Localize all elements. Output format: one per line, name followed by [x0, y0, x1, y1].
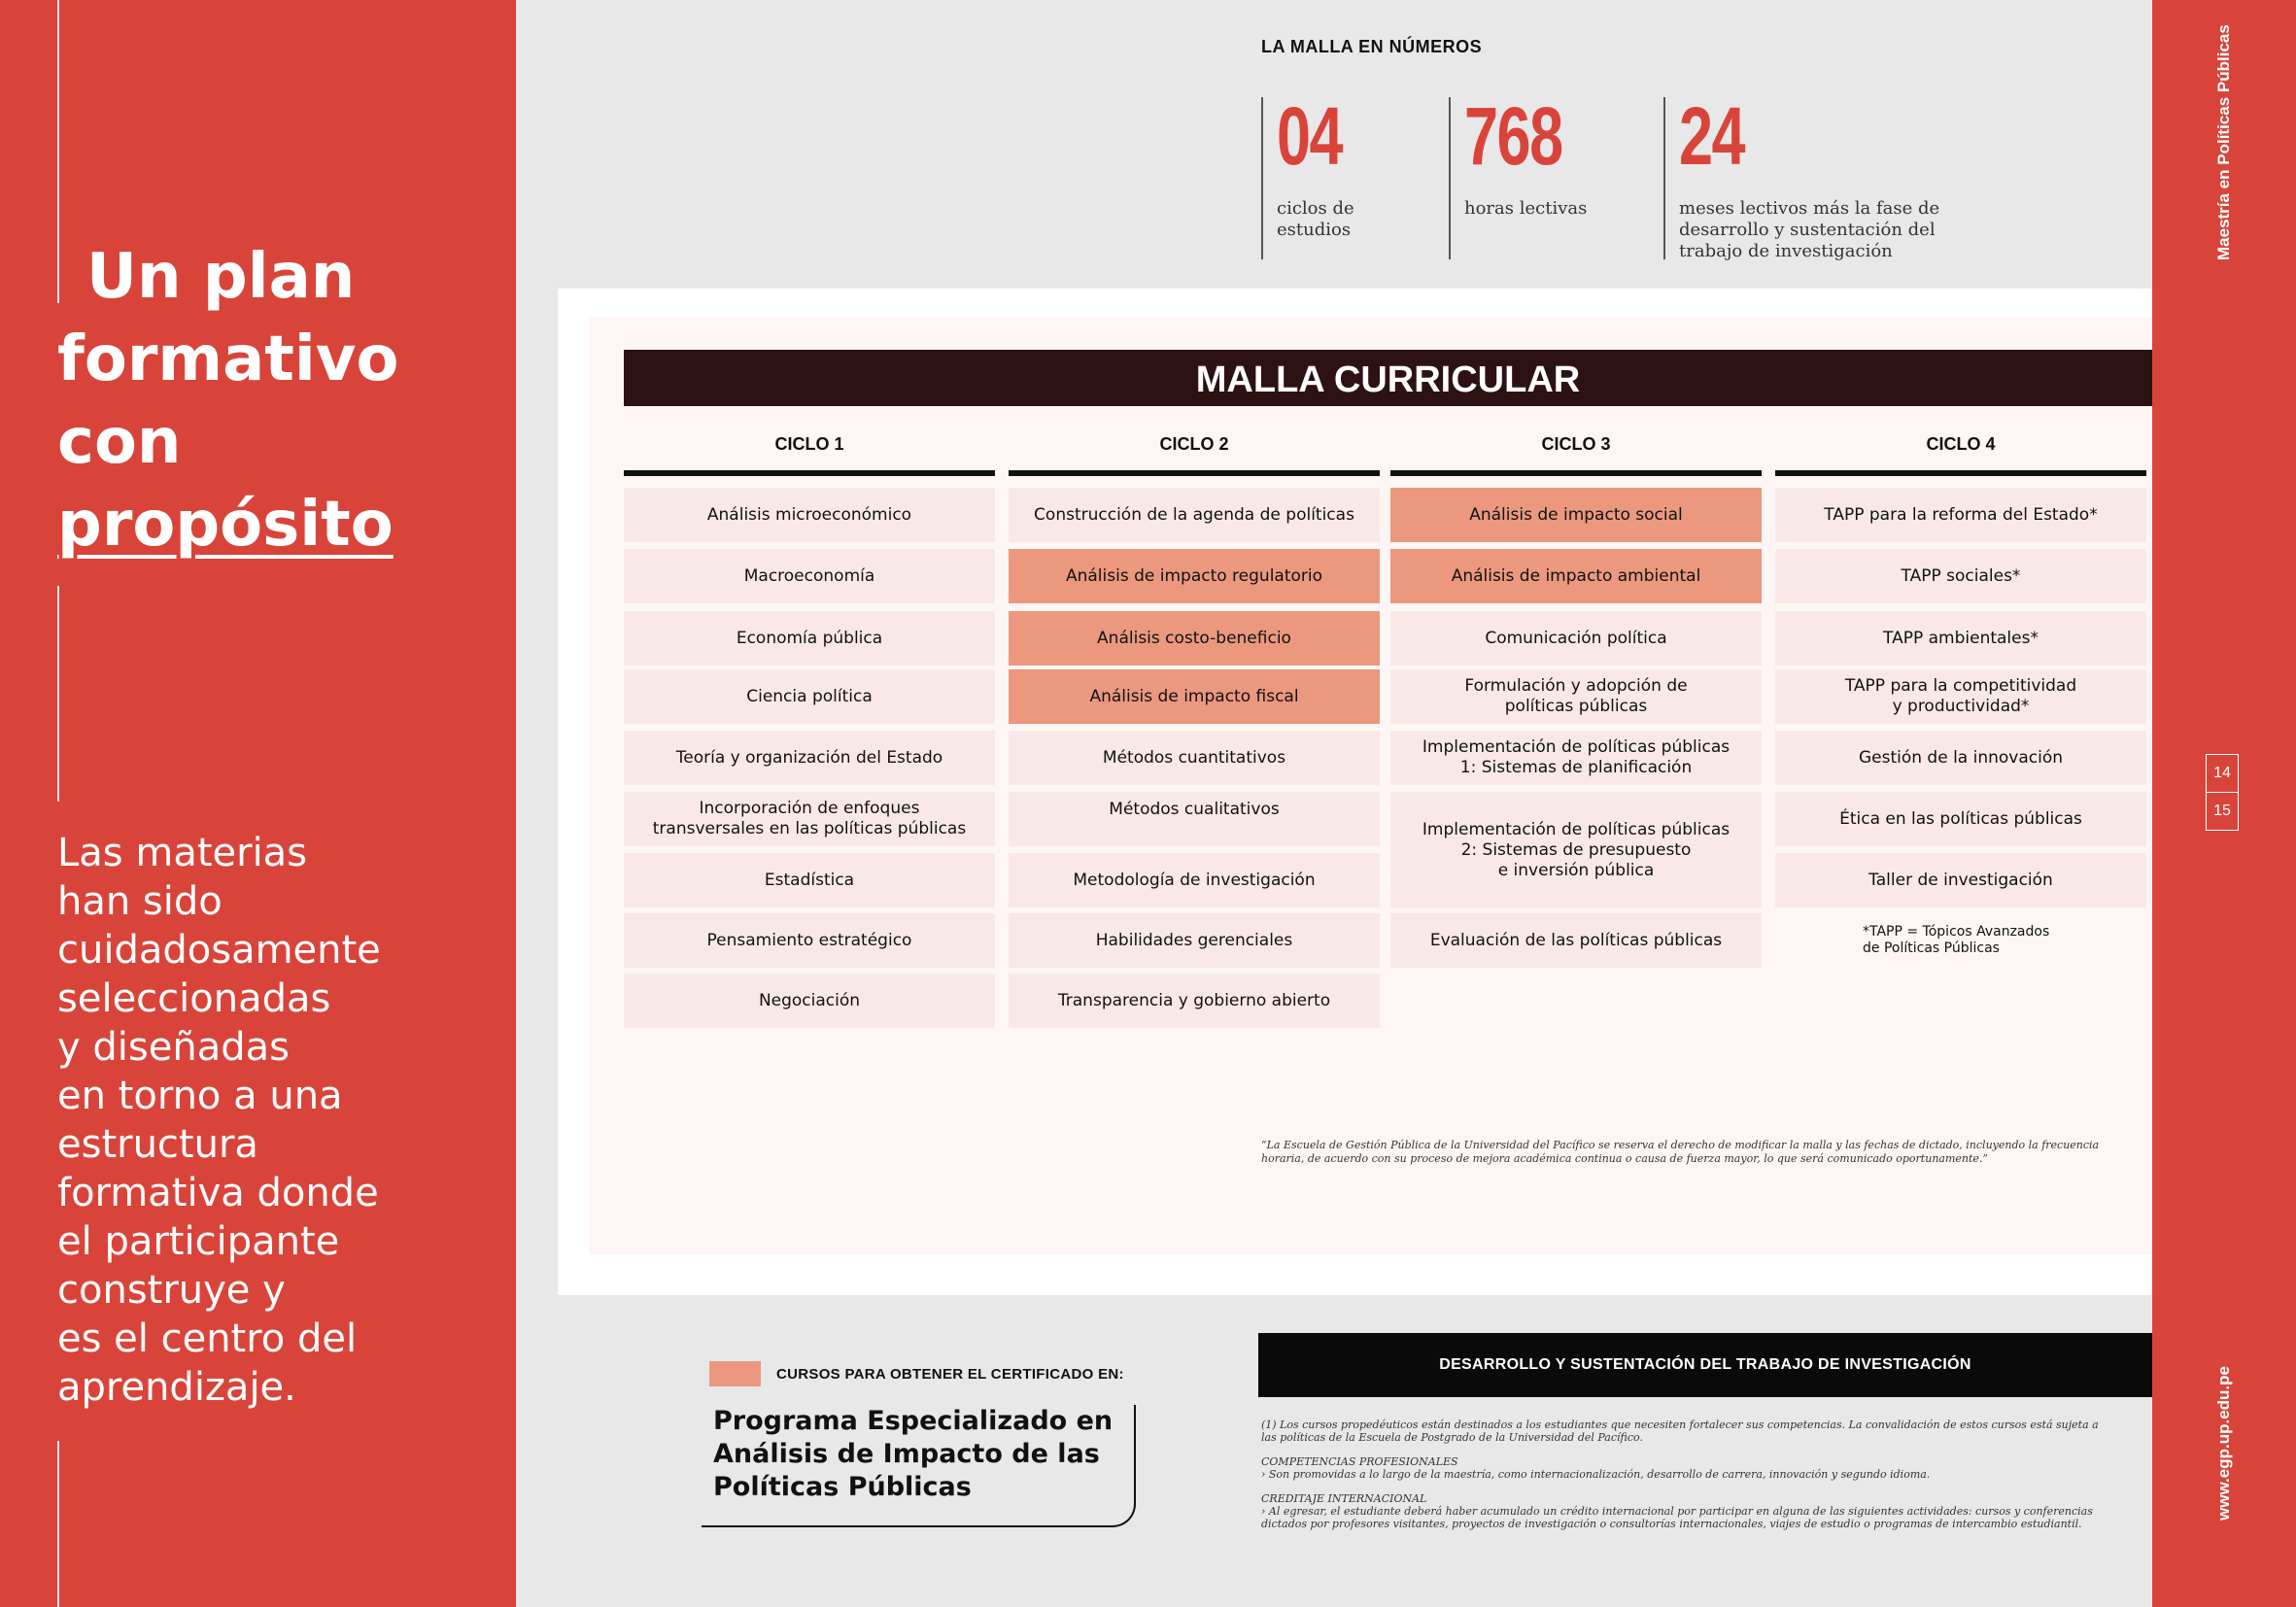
course-cell — [1009, 731, 1380, 785]
stat-caption: meses lectivos más la fase de desarrollo y sustentación del trabajo de investigación — [1679, 198, 1940, 261]
intro-line: construye y — [57, 1268, 286, 1313]
left-panel — [0, 0, 516, 1607]
stat-caption: horas lectivas — [1464, 198, 1588, 219]
course-cell — [1775, 488, 2146, 542]
intro-line: y diseñadas — [57, 1025, 290, 1070]
cycle-column — [1009, 427, 1380, 1030]
program-line: Análisis de Impacto de las — [713, 1439, 1100, 1469]
course-name: Construcción de la agenda de políticas — [1034, 504, 1354, 525]
intro-line: cuidadosamente — [57, 928, 381, 973]
headline-line: formativo — [57, 324, 399, 395]
legend-swatch — [709, 1361, 761, 1386]
course-name: Macroeconomía — [743, 565, 875, 586]
cycle-column — [624, 427, 995, 1030]
course-cell — [624, 731, 995, 785]
cycle-header: CICLO 3 — [1390, 427, 1762, 476]
course-cell — [624, 669, 995, 724]
intro-line: el participante — [57, 1219, 340, 1264]
notes — [1261, 1419, 2116, 1542]
course-cell — [1009, 974, 1380, 1028]
course-cell — [1390, 549, 1762, 603]
course-name: *TAPP = Tópicos Avanzados de Políticas Públicas — [1863, 924, 2050, 956]
certificate-program — [702, 1405, 1136, 1527]
cycle-header: CICLO 2 — [1009, 427, 1380, 476]
headline-line: propósito — [57, 489, 394, 561]
course-name: Métodos cuantitativos — [1102, 747, 1286, 768]
page-number: 15 — [2207, 792, 2238, 830]
course-cell — [1775, 669, 2146, 724]
course-cell — [1009, 853, 1380, 907]
course-cell — [1775, 549, 2146, 603]
course-name: Análisis de impacto ambiental — [1451, 565, 1701, 586]
competencias-text: › Son promovidas a lo largo de la maestría, como internacionalización, desarrollo de carrera, innovación y segundo idioma. — [1261, 1468, 1931, 1481]
intro-line: formativa donde — [57, 1171, 379, 1215]
creditaje-text: › Al egresar, el estudiante deberá haber acumulado un crédito internacional por participar en alguna de las siguientes actividades: cursos y conferencias dictados por profesores visitantes, proyectos de investigación o consultorías internacionales, viajes de estudio o programas de intercambio estudiantil. — [1261, 1505, 2093, 1530]
course-cell — [1009, 669, 1380, 724]
course-cell — [624, 974, 995, 1028]
course-name: Implementación de políticas públicas 1: Sistemas de planificación — [1422, 737, 1731, 777]
course-name: TAPP para la reforma del Estado* — [1824, 504, 2098, 525]
course-cell — [624, 853, 995, 907]
course-name: Ética en las políticas públicas — [1839, 808, 2082, 829]
course-name: Comunicación política — [1485, 628, 1667, 648]
decorative-line — [57, 1441, 59, 1607]
stat-block — [1663, 90, 1940, 261]
stat-block — [1449, 90, 1594, 259]
course-cell — [1009, 488, 1380, 542]
intro-text — [57, 829, 475, 1412]
course-name: Metodología de investigación — [1073, 870, 1316, 890]
competencias-title: COMPETENCIAS PROFESIONALES — [1261, 1455, 1458, 1468]
development-title: DESARROLLO Y SUSTENTACIÓN DEL TRABAJO DE INVESTIGACIÓN — [1258, 1333, 2152, 1397]
course-cell — [1775, 731, 2146, 785]
course-cell — [1775, 792, 2146, 846]
course-name: Habilidades gerenciales — [1095, 930, 1293, 950]
course-cell — [624, 488, 995, 542]
stat-value: 24 — [1679, 90, 1745, 182]
page-numbers — [2206, 754, 2239, 831]
course-cell — [1390, 669, 1762, 724]
headline-line: Un plan — [86, 241, 356, 313]
cycle-header: CICLO 4 — [1775, 427, 2146, 476]
headline-line: con — [57, 406, 182, 478]
course-name: Análisis de impacto regulatorio — [1065, 565, 1323, 586]
numbers-title: LA MALLA EN NÚMEROS — [1261, 37, 1483, 56]
course-name: Implementación de políticas públicas 2: Sistemas de presupuesto e inversión pública — [1422, 819, 1731, 880]
intro-line: Las materias — [57, 831, 308, 875]
course-name: Ciencia política — [746, 686, 873, 706]
course-cell — [1775, 853, 2146, 907]
course-name: Economía pública — [736, 628, 883, 648]
course-name: Gestión de la innovación — [1858, 747, 2064, 768]
course-name: Métodos cualitativos — [1109, 800, 1280, 819]
course-name: Transparencia y gobierno abierto — [1057, 990, 1331, 1010]
course-cell — [1009, 549, 1380, 603]
intro-line: han sido — [57, 879, 223, 924]
course-cell — [1390, 913, 1762, 968]
course-name: Negociación — [758, 990, 861, 1010]
course-name: TAPP ambientales* — [1883, 628, 2039, 648]
course-cell — [624, 549, 995, 603]
course-cell — [1390, 792, 1762, 908]
course-cell — [1009, 913, 1380, 968]
intro-line: es el centro del — [57, 1316, 358, 1361]
course-name: Evaluación de las políticas públicas — [1429, 930, 1723, 950]
malla-title: MALLA CURRICULAR — [624, 350, 2152, 406]
course-cell — [1390, 488, 1762, 542]
course-name: TAPP sociales* — [1901, 565, 2021, 586]
website-url-vertical: www.egp.up.edu.pe — [2214, 1366, 2233, 1521]
note-propedeuticos: (1) Los cursos propedéuticos están destinados a los estudiantes que necesiten fortalecer sus competencias. La convalidación de estos cursos está sujeta a las políticas de la Escuela de Postgrado de la Universidad del Pacífico. — [1261, 1419, 2099, 1444]
course-cell — [1009, 792, 1380, 846]
stat-caption: ciclos de estudios — [1277, 198, 1354, 240]
certificate-program-title — [713, 1405, 1113, 1504]
course-name: Taller de investigación — [1868, 870, 2053, 890]
course-cell — [1390, 611, 1762, 666]
course-name: Pensamiento estratégico — [706, 930, 912, 950]
disclaimer: “La Escuela de Gestión Pública de la Universidad del Pacífico se reserva el derecho de modificar la malla y las fechas de dictado, incluyendo la frecuencia horaria, de acuerdo con su proceso de mejora académica continua o causa de fuerza mayor, lo que será comunicado oportunamente.” — [1261, 1139, 2100, 1165]
page-number: 14 — [2213, 765, 2231, 781]
course-name: TAPP para la competitividad y productividad* — [1844, 676, 2077, 716]
stat-value: 04 — [1277, 90, 1343, 182]
course-name: Incorporación de enfoques transversales en las políticas públicas — [652, 799, 967, 838]
program-line: Políticas Públicas — [713, 1472, 972, 1502]
cycle-column — [1390, 427, 1762, 1030]
intro-line: estructura — [57, 1122, 258, 1167]
cycle-header: CICLO 1 — [624, 427, 995, 476]
headline — [57, 236, 485, 566]
course-name: Análisis costo-beneficio — [1097, 628, 1291, 648]
course-cell — [624, 913, 995, 968]
course-cell — [1390, 731, 1762, 785]
course-name: Análisis de impacto social — [1469, 504, 1683, 525]
stat-block — [1261, 90, 1363, 259]
course-cell — [624, 792, 995, 846]
course-name: Formulación y adopción de políticas públicas — [1464, 676, 1688, 716]
program-name-vertical: Maestría en Políticas Públicas — [2214, 24, 2233, 260]
stat-value: 768 — [1464, 90, 1562, 182]
course-name: Teoría y organización del Estado — [675, 747, 943, 768]
program-line: Programa Especializado en — [713, 1406, 1114, 1436]
course-cell — [1775, 611, 2146, 666]
tapp-footnote — [1775, 913, 2146, 968]
course-name: Análisis microeconómico — [706, 504, 912, 525]
intro-line: seleccionadas — [57, 976, 331, 1021]
intro-line: aprendizaje. — [57, 1365, 296, 1410]
intro-line: en torno a una — [57, 1074, 343, 1118]
legend-text: CURSOS PARA OBTENER EL CERTIFICADO EN: — [776, 1366, 1124, 1383]
decorative-line — [57, 586, 59, 802]
creditaje-title: CREDITAJE INTERNACIONAL — [1261, 1492, 1427, 1505]
course-name: Estadística — [764, 870, 855, 890]
course-name: Análisis de impacto fiscal — [1089, 686, 1299, 706]
course-cell — [1009, 611, 1380, 666]
cycle-column — [1775, 427, 2146, 1030]
course-cell — [624, 611, 995, 666]
